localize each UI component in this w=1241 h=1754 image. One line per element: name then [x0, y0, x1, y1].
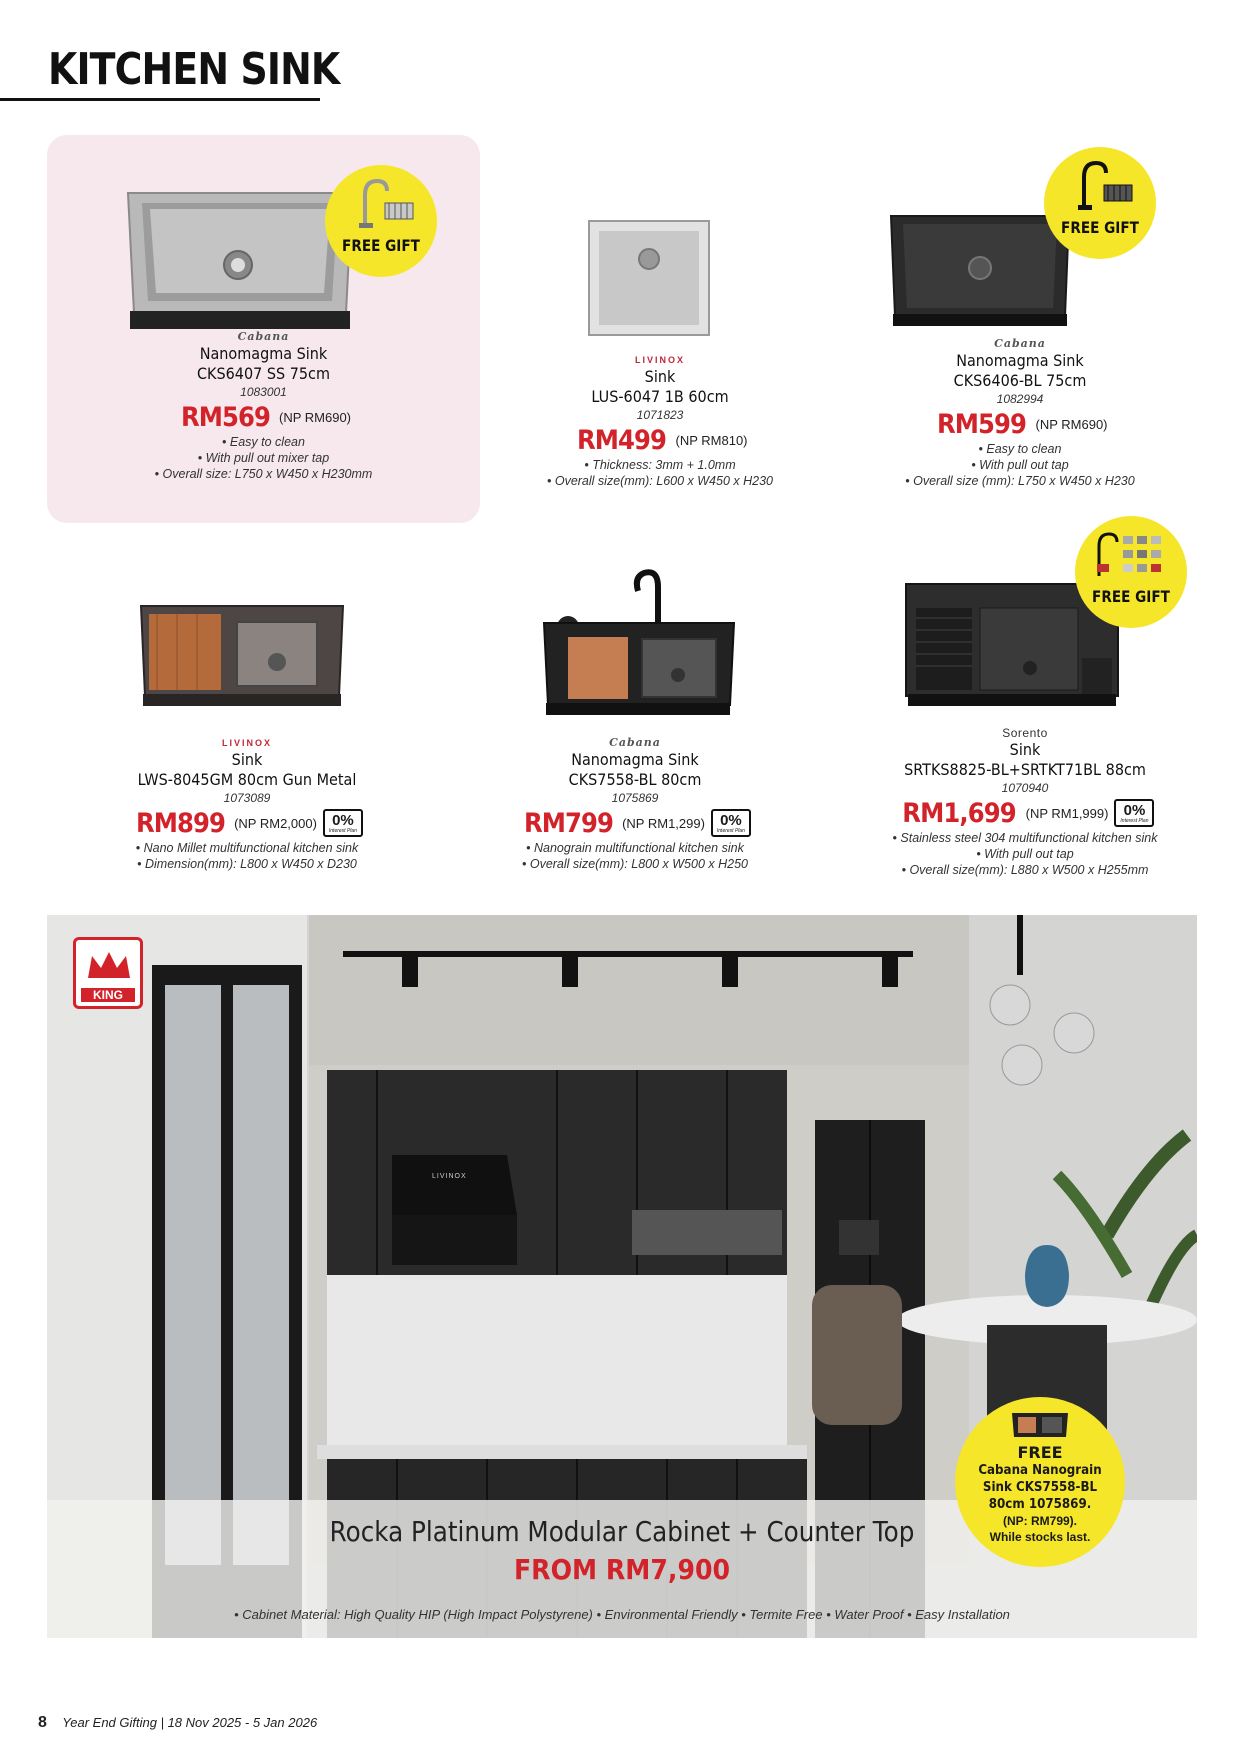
product-model: CKS6407 SS 75cm — [196, 364, 330, 383]
product-card-srtks8825[interactable] — [850, 520, 1200, 880]
brand-logo-cabana: Cabana — [609, 736, 661, 749]
feature-2: • With pull out tap — [976, 847, 1074, 861]
installment-label: Interest Plan — [716, 827, 745, 834]
free-offer-title: FREE — [1017, 1443, 1063, 1462]
product-card-lws8045gm[interactable] — [47, 540, 447, 880]
feature-1: • Thickness: 3mm + 1.0mm — [584, 458, 736, 472]
brand-logo-cabana: Cabana — [994, 337, 1046, 350]
footer-text: Year End Gifting | 18 Nov 2025 - 5 Jan 2026 — [62, 1715, 318, 1730]
brand-logo-livinox: LIVINOX — [634, 355, 685, 365]
kitchen-cabinet-banner[interactable] — [47, 915, 1197, 1638]
free-gift-label: FREE GIFT — [1061, 218, 1139, 237]
product-sku: 1075869 — [611, 791, 659, 805]
feature-1: • Easy to clean — [222, 435, 305, 449]
hood-brand: LIVINOX — [432, 1173, 467, 1180]
sink-image-black — [885, 210, 1075, 330]
normal-price: (NP RM1,299) — [622, 815, 705, 831]
product-name: Nanomagma Sink — [199, 344, 328, 363]
installment-badge — [1114, 799, 1154, 827]
product-price: RM1,699 — [901, 797, 1016, 829]
page-title: KITCHEN SINK — [48, 44, 340, 95]
brand-logo-cabana: Cabana — [237, 330, 290, 343]
free-gift-label: FREE GIFT — [342, 236, 420, 255]
product-name: Sink — [644, 367, 676, 386]
free-gift-badge — [1075, 516, 1187, 628]
faucet-icon — [347, 175, 417, 230]
installment-rate: 0% — [1123, 801, 1146, 819]
title-rule — [0, 98, 320, 101]
product-price: RM569 — [180, 401, 271, 433]
product-price: RM799 — [524, 807, 614, 839]
sink-image-stainless — [120, 185, 360, 335]
banner-features: • Cabinet Material: High Quality HIP (High Impact Polystyrene) • Environmental Friendly • Termite Free • Water Proof • Easy Installation — [234, 1607, 1010, 1622]
free-offer-line1: Cabana Nanograin — [978, 1462, 1102, 1478]
product-sku: 1071823 — [636, 408, 684, 422]
sink-image-square — [587, 219, 711, 339]
product-model: LUS-6047 1B 60cm — [591, 387, 729, 406]
product-model: LWS-8045GM 80cm Gun Metal — [137, 770, 357, 789]
feature-3: • Overall size: L750 x W450 x H230mm — [154, 467, 373, 481]
sink-image-gunmetal — [137, 600, 347, 710]
product-card-cks7558[interactable] — [460, 540, 810, 880]
product-sku: 1070940 — [1001, 781, 1049, 795]
feature-2: • With pull out tap — [971, 458, 1069, 472]
product-card-cks6407[interactable] — [47, 135, 480, 523]
product-name: Nanomagma Sink — [956, 351, 1084, 370]
normal-price: (NP RM1,999) — [1025, 805, 1109, 821]
feature-1: • Nano Millet multifunctional kitchen sink — [135, 841, 359, 855]
normal-price: (NP RM2,000) — [234, 815, 317, 831]
product-card-lus6047[interactable] — [500, 135, 820, 523]
feature-1: • Easy to clean — [978, 442, 1062, 456]
free-gift-label: FREE GIFT — [1092, 587, 1170, 606]
king-brand-logo — [73, 937, 143, 1009]
sink-thumbnail-icon — [1010, 1407, 1070, 1441]
crown-icon — [86, 948, 132, 982]
page-number: 8 — [38, 1714, 47, 1731]
installment-label: Interest Plan — [1120, 817, 1149, 824]
product-card-cks6406[interactable] — [840, 135, 1200, 523]
installment-badge — [711, 809, 751, 837]
free-offer-line5: While stocks last. — [989, 1530, 1091, 1544]
feature-3: • Overall size(mm): L880 x W500 x H255mm — [901, 863, 1149, 877]
brand-logo-sorento: Sorento — [1002, 726, 1048, 740]
free-offer-line4: (NP: RM799). — [1002, 1514, 1077, 1528]
feature-1: • Stainless steel 304 multifunctional kitchen sink — [892, 831, 1158, 845]
page-footer — [38, 1714, 317, 1732]
product-name: Sink — [231, 750, 263, 769]
feature-3: • Overall size (mm): L750 x W450 x H230 — [905, 474, 1135, 488]
free-gift-badge — [325, 165, 437, 277]
feature-2: • Dimension(mm): L800 x W450 x D230 — [137, 857, 357, 871]
installment-badge — [323, 809, 363, 837]
product-model: SRTKS8825-BL+SRTKT71BL 88cm — [904, 760, 1146, 779]
free-offer-line3: 80cm 1075869. — [988, 1496, 1092, 1512]
product-name: Nanomagma Sink — [571, 750, 699, 769]
installment-rate: 0% — [332, 811, 354, 829]
feature-2: • Overall size(mm): L800 x W500 x H250 — [522, 857, 748, 871]
product-sku: 1083001 — [240, 385, 287, 399]
product-price: RM599 — [937, 408, 1027, 440]
normal-price: (NP RM690) — [279, 409, 352, 425]
accessory-set-icon — [1087, 530, 1175, 580]
king-logo-text: KING — [81, 988, 135, 1002]
installment-label: Interest Plan — [328, 827, 357, 834]
feature-2: • With pull out mixer tap — [197, 451, 330, 465]
banner-title: Rocka Platinum Modular Cabinet + Counter Top — [329, 1515, 915, 1548]
product-sku: 1073089 — [223, 791, 271, 805]
normal-price: (NP RM690) — [1035, 416, 1108, 432]
product-sku: 1082994 — [996, 392, 1044, 406]
banner-price: FROM RM7,900 — [513, 1553, 731, 1586]
sink-image-waterfall — [538, 565, 738, 720]
installment-rate: 0% — [720, 811, 742, 829]
product-model: CKS7558-BL 80cm — [568, 770, 702, 789]
free-offer-line2: Sink CKS7558-BL — [982, 1479, 1098, 1495]
brand-logo-livinox: LIVINOX — [221, 738, 272, 748]
free-gift-badge — [1044, 147, 1156, 259]
free-sink-offer-badge — [955, 1397, 1125, 1567]
product-model: CKS6406-BL 75cm — [953, 371, 1087, 390]
faucet-icon — [1066, 157, 1136, 212]
product-price: RM899 — [136, 807, 226, 839]
product-price: RM499 — [577, 424, 667, 456]
product-name: Sink — [1009, 740, 1041, 759]
normal-price: (NP RM810) — [675, 432, 748, 448]
feature-1: • Nanograin multifunctional kitchen sink — [526, 841, 744, 855]
feature-2: • Overall size(mm): L600 x W450 x H230 — [547, 474, 773, 488]
